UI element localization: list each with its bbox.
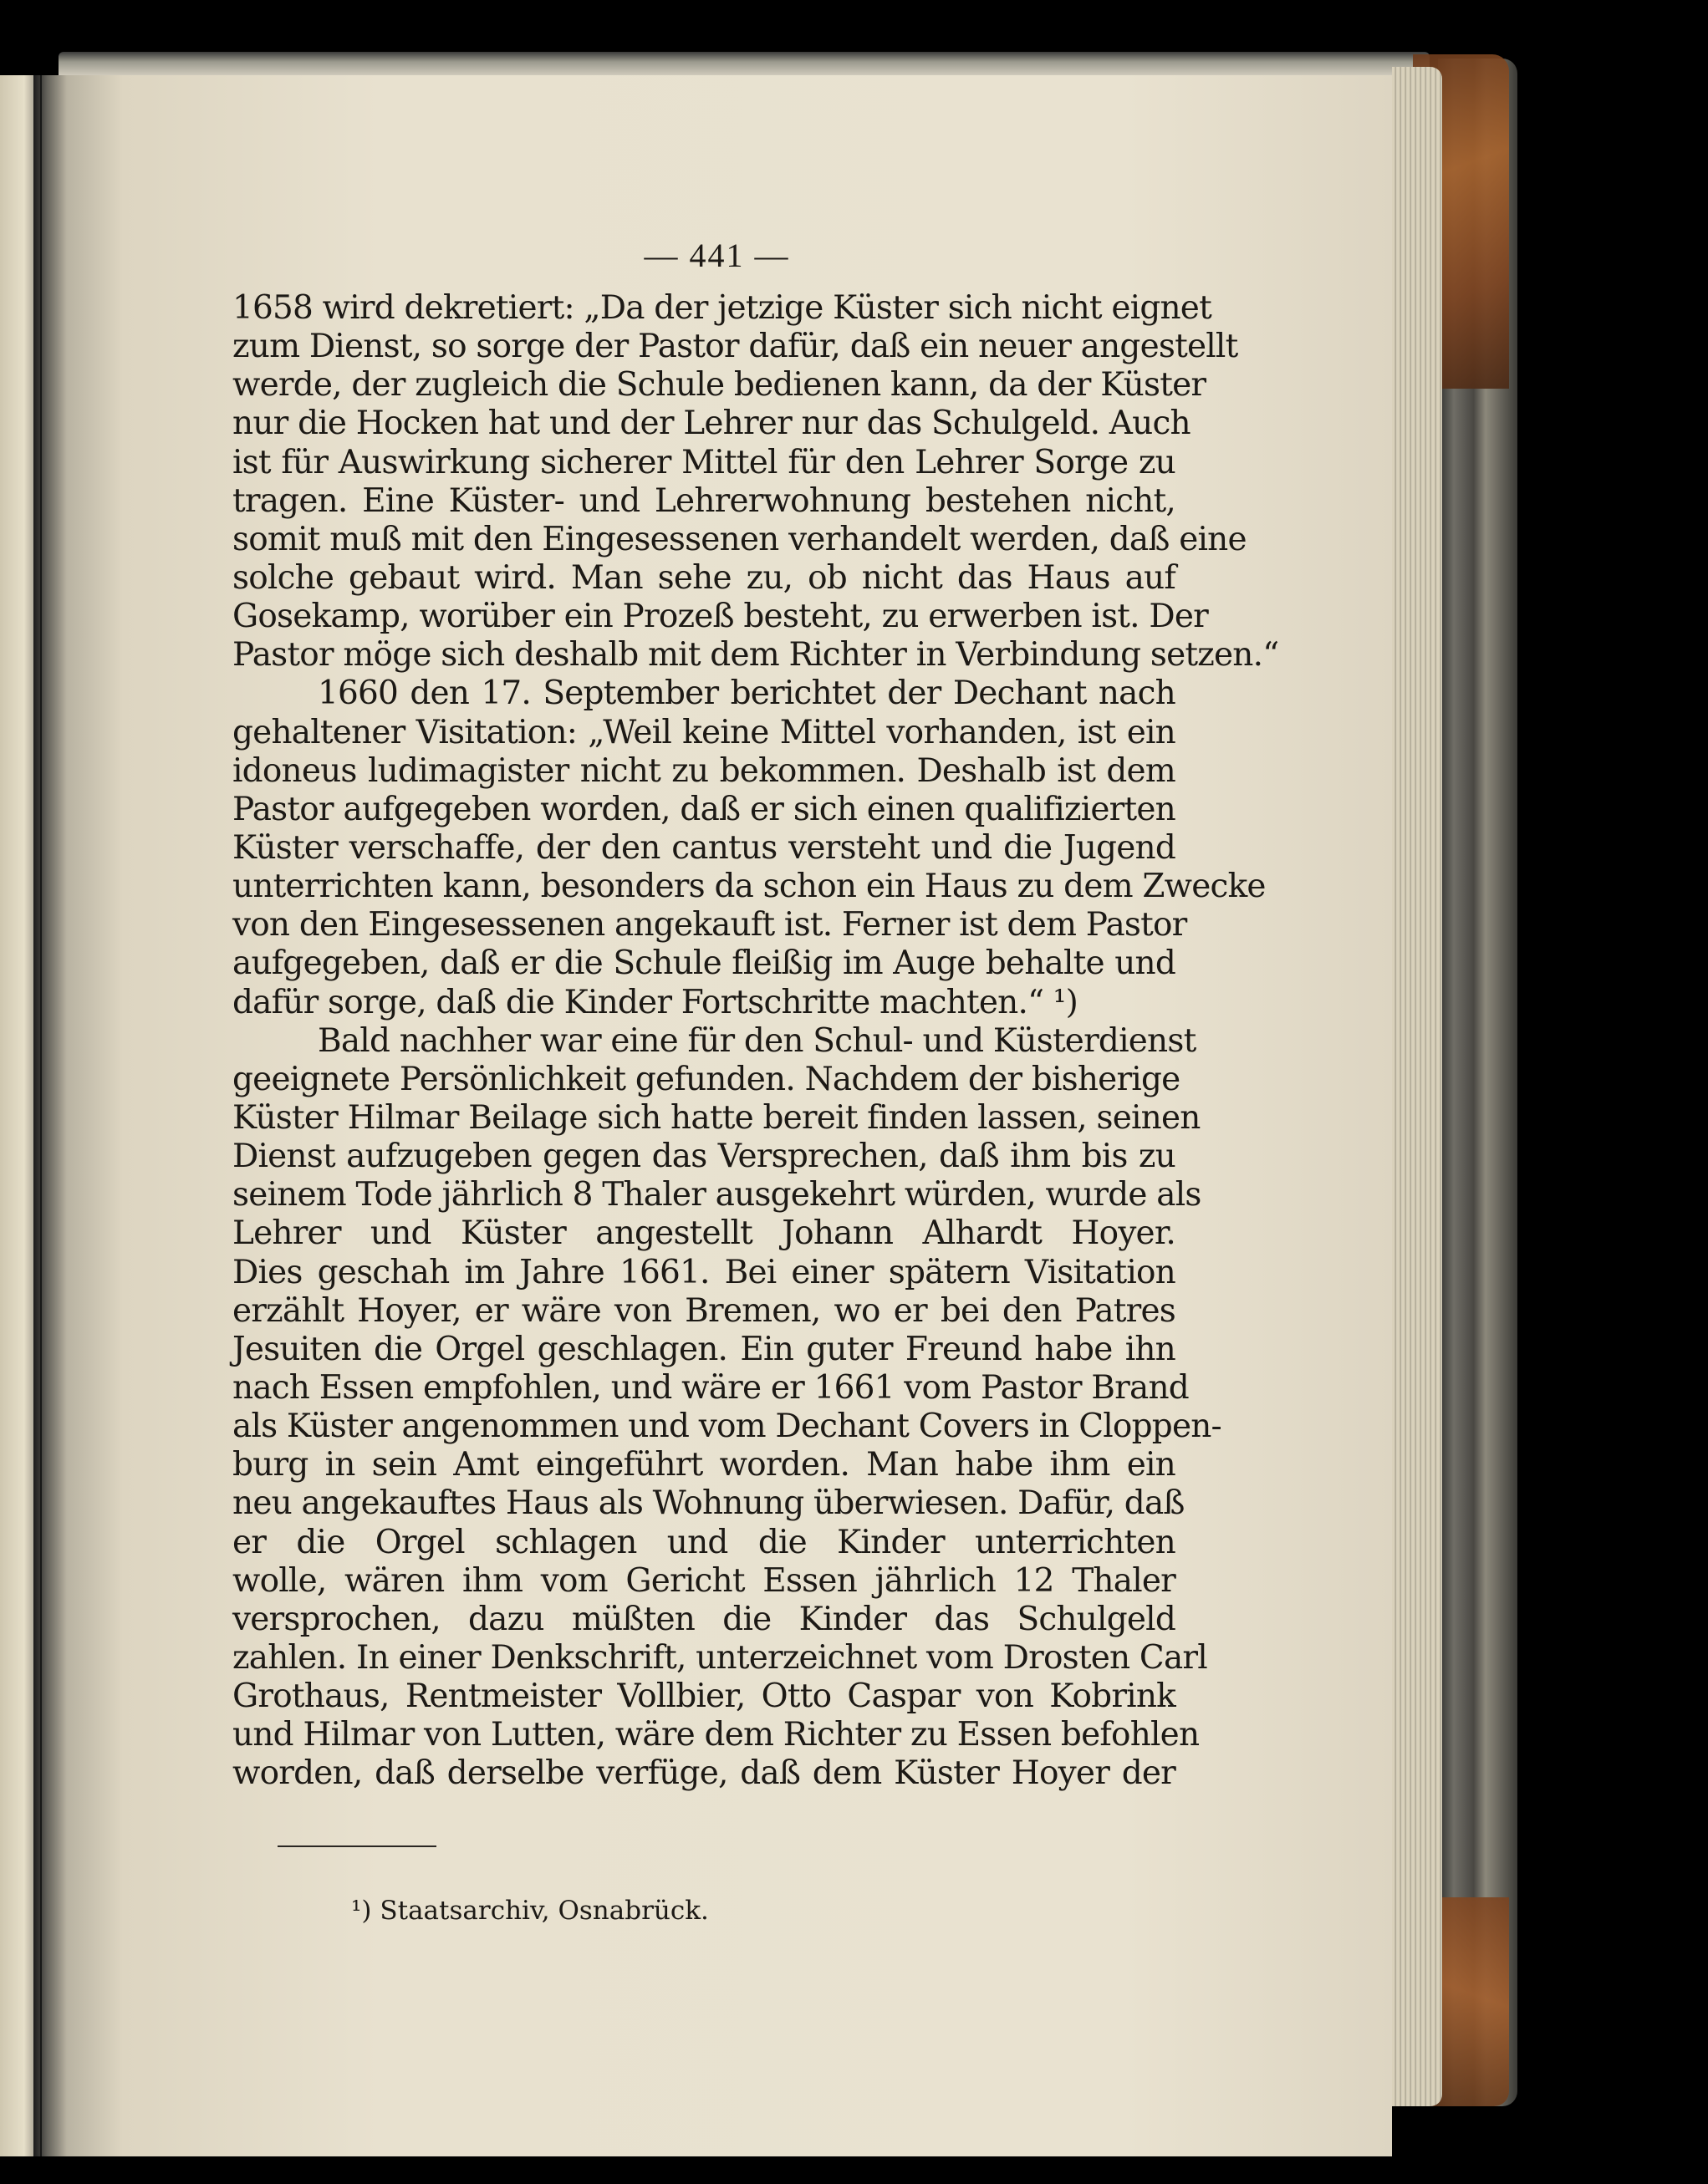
body-text (232, 289, 1279, 1793)
text-line: zahlen. In einer Denkschrift, unterzeichnet vom Drosten Carl (232, 1638, 1207, 1677)
text-line: unterrichten kann, besonders da schon ein Haus zu dem Zwecke (232, 868, 1266, 906)
text-line: seinem Tode jährlich 8 Thaler ausgekehrt würden, wurde als (232, 1176, 1201, 1214)
page-number: — 441 — (644, 237, 790, 274)
text-line: gehaltener Visitation: „Weil keine Mittel vorhanden, ist ein (232, 713, 1175, 751)
text-line: als Küster angenommen und vom Dechant Covers in Cloppen- (232, 1408, 1221, 1446)
text-line: aufgegeben, daß er die Schule fleißig im Auge behalte und (232, 944, 1175, 983)
text-line: von den Eingesessenen angekauft ist. Ferner ist dem Pastor (232, 906, 1187, 944)
book-page (42, 75, 1392, 2156)
text-line: solche gebaut wird. Man sehe zu, ob nicht das Haus auf (232, 558, 1175, 597)
text-line: nur die Hocken hat und der Lehrer nur das Schulgeld. Auch (232, 405, 1191, 443)
text-line: werde, der zugleich die Schule bedienen kann, da der Küster (232, 366, 1206, 405)
footnote: ¹) Staatsarchiv, Osnabrück. (351, 1896, 709, 1926)
text-line: Jesuiten die Orgel geschlagen. Ein guter Freund habe ihn (232, 1330, 1175, 1368)
text-line: 1658 wird dekretiert: „Da der jetzige Küster sich nicht eignet (232, 289, 1211, 327)
text-line: ist für Auswirkung sicherer Mittel für den Lehrer Sorge zu (232, 443, 1175, 481)
text-line: geeignete Persönlichkeit gefunden. Nachdem der bisherige (232, 1060, 1180, 1098)
text-line: erzählt Hoyer, er wäre von Bremen, wo er bei den Patres (232, 1291, 1175, 1330)
text-line: burg in sein Amt eingeführt worden. Man habe ihm ein (232, 1446, 1175, 1484)
text-line: tragen. Eine Küster- und Lehrerwohnung bestehen nicht, (232, 481, 1175, 520)
footnote-rule (278, 1845, 436, 1847)
gutter-shadow (33, 75, 67, 2156)
text-line: er die Orgel schlagen und die Kinder unterrichten (232, 1523, 1175, 1561)
page-fore-edge (1392, 67, 1442, 2106)
text-line: Bald nachher war eine für den Schul- und Küsterdienst (318, 1021, 1196, 1060)
text-line: idoneus ludimagister nicht zu bekommen. Deshalb ist dem (232, 751, 1175, 790)
text-line: nach Essen empfohlen, und wäre er 1661 vom Pastor Brand (232, 1368, 1189, 1407)
text-line: 1660 den 17. September berichtet der Dechant nach (318, 675, 1175, 713)
text-line: dafür sorge, daß die Kinder Fortschritte machten.“ ¹) (232, 983, 1078, 1021)
text-line: worden, daß derselbe verfüge, daß dem Küster Hoyer der (232, 1754, 1175, 1793)
text-line: zum Dienst, so sorge der Pastor dafür, daß ein neuer angestellt (232, 328, 1238, 366)
text-line: Grothaus, Rentmeister Vollbier, Otto Caspar von Kobrink (232, 1677, 1175, 1716)
text-line: Küster verschaffe, der den cantus versteht und die Jugend (232, 828, 1175, 867)
text-line: somit muß mit den Eingesessenen verhandelt werden, daß eine (232, 520, 1247, 558)
text-line: Pastor möge sich deshalb mit dem Richter in Verbindung setzen.“ (232, 636, 1279, 675)
text-line: Küster Hilmar Beilage sich hatte bereit finden lassen, seinen (232, 1098, 1201, 1137)
text-line: Pastor aufgegeben worden, daß er sich einen qualifizierten (232, 790, 1175, 828)
text-line: Lehrer und Küster angestellt Johann Alhardt Hoyer. (232, 1214, 1175, 1253)
text-line: Gosekamp, worüber ein Prozeß besteht, zu erwerben ist. Der (232, 598, 1208, 636)
text-line: wolle, wären ihm vom Gericht Essen jährlich 12 Thaler (232, 1561, 1175, 1600)
text-line: Dies geschah im Jahre 1661. Bei einer spätern Visitation (232, 1253, 1175, 1291)
text-line: versprochen, dazu müßten die Kinder das Schulgeld (232, 1600, 1175, 1638)
text-line: und Hilmar von Lutten, wäre dem Richter zu Essen befohlen (232, 1716, 1200, 1754)
text-line: Dienst aufzugeben gegen das Versprechen, daß ihm bis zu (232, 1138, 1175, 1176)
text-line: neu angekauftes Haus als Wohnung überwiesen. Dafür, daß (232, 1484, 1185, 1523)
